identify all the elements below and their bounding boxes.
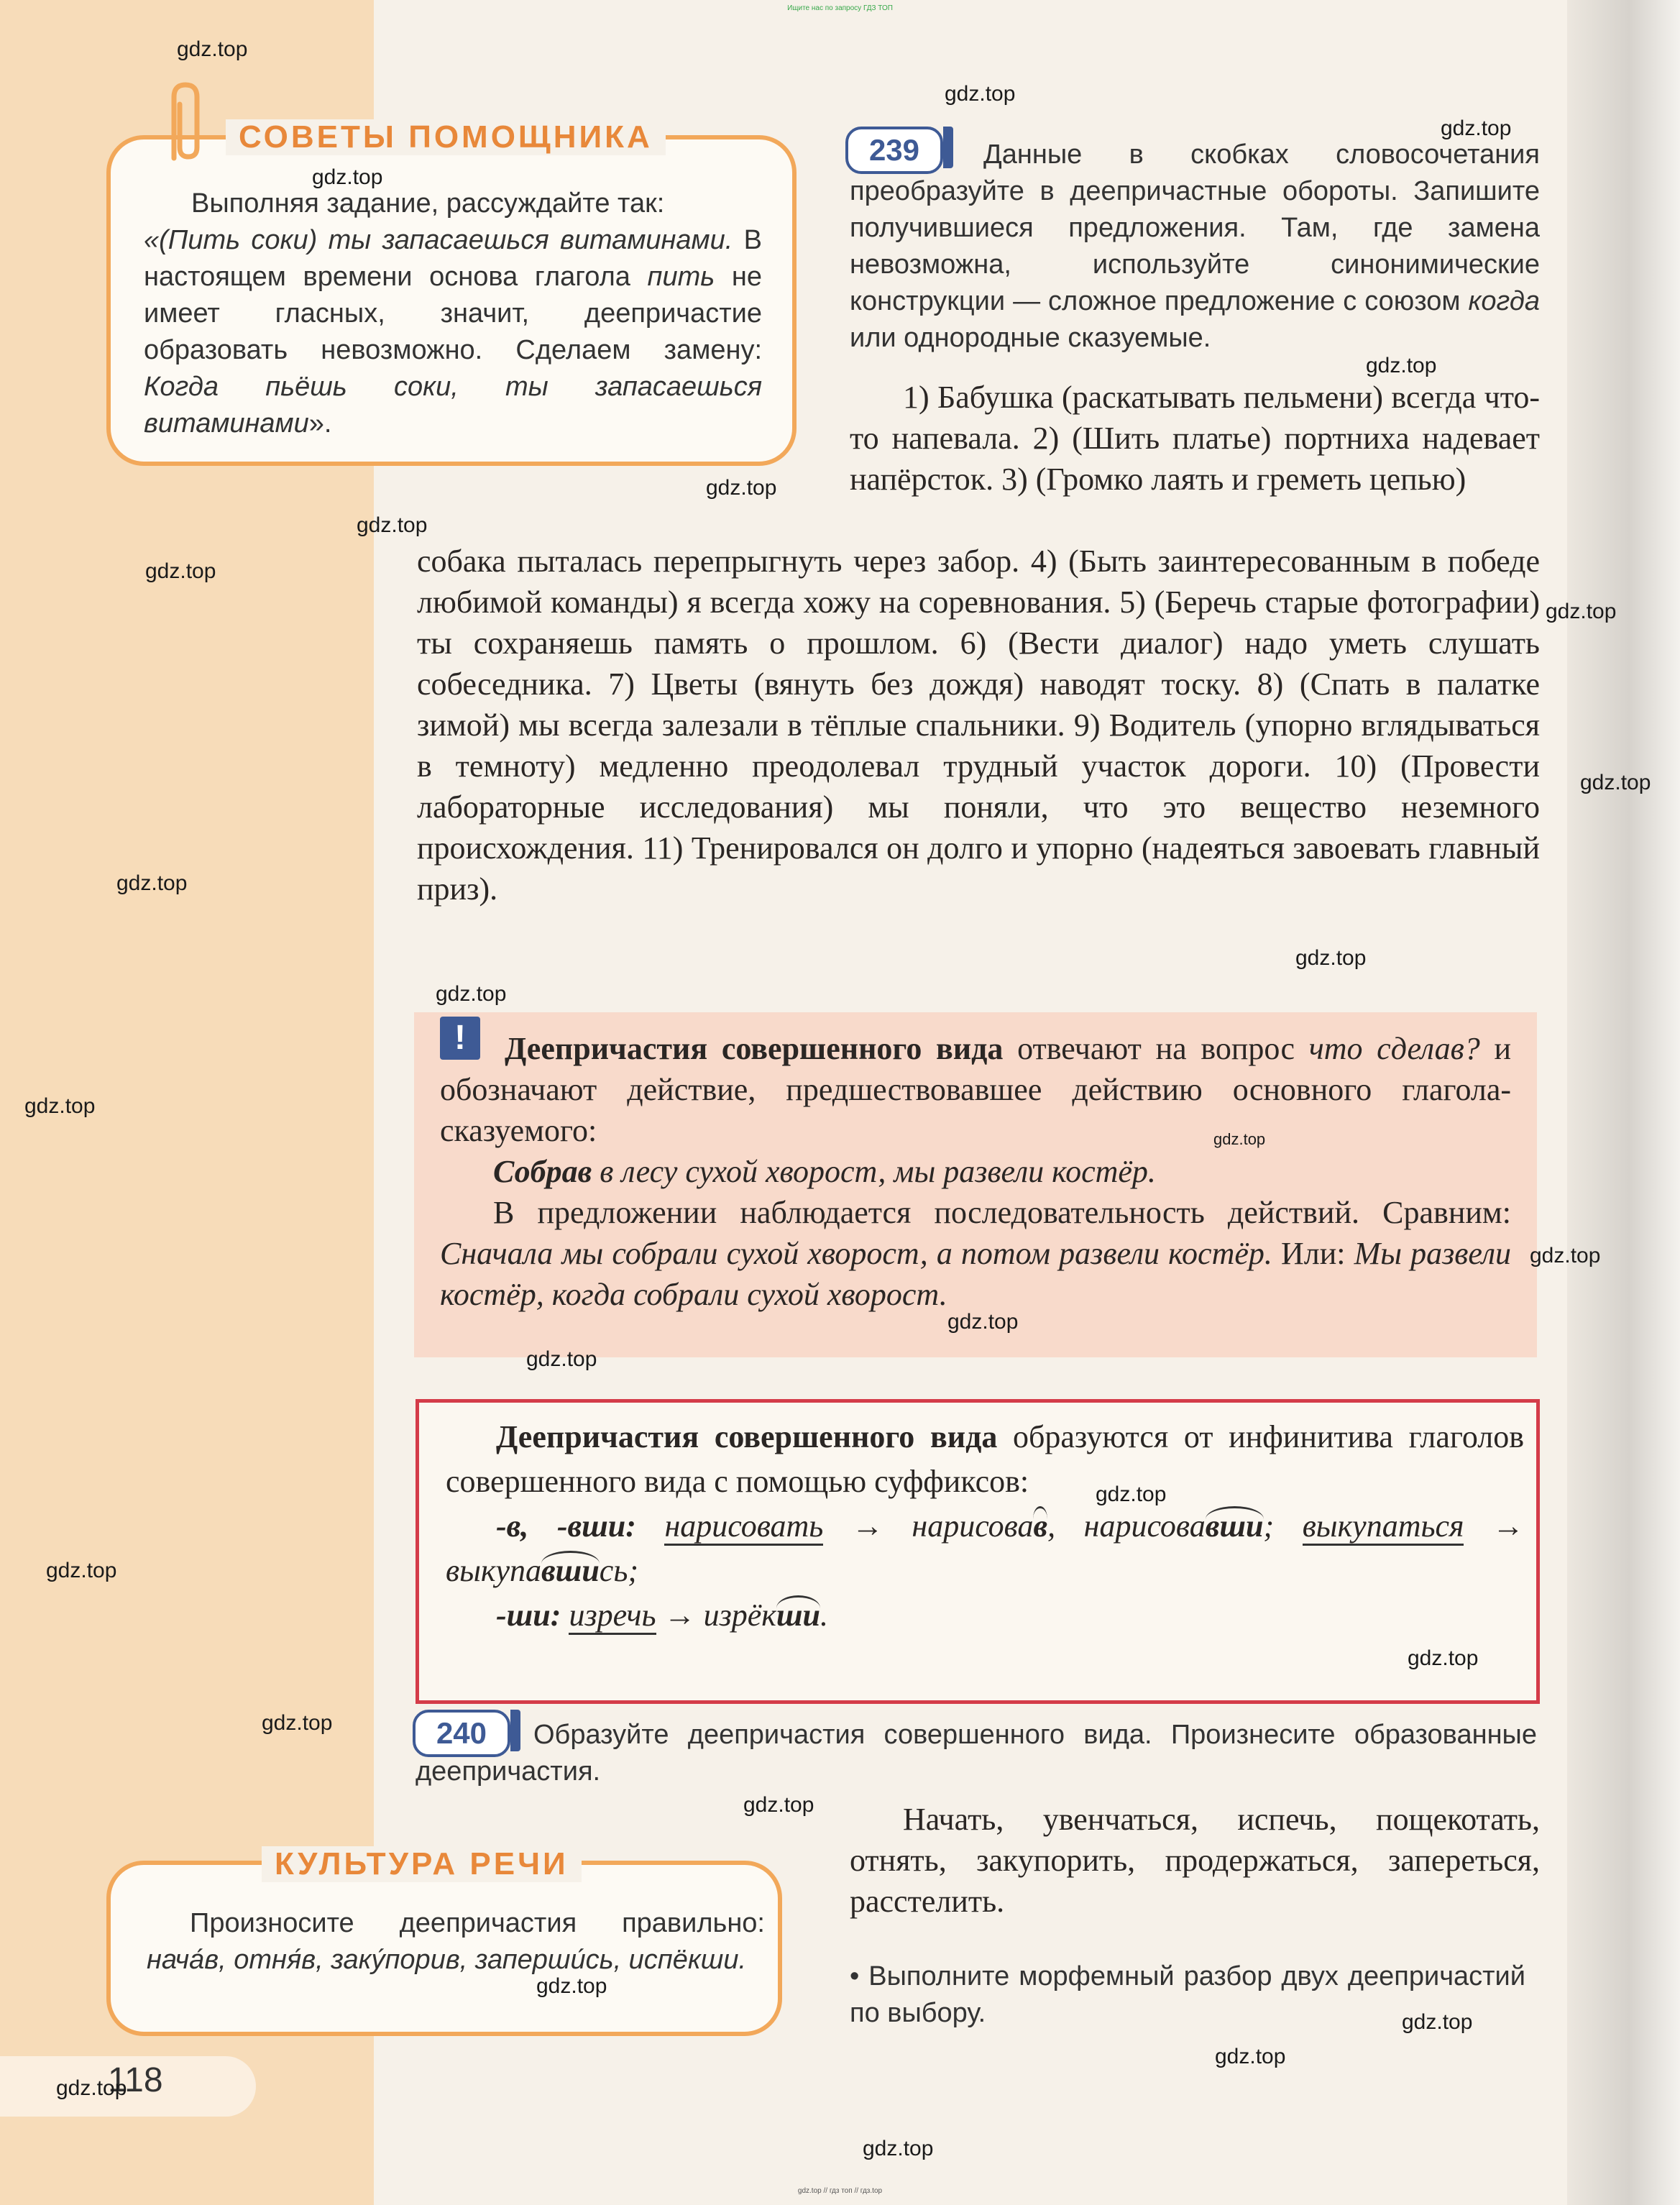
advice-text-part: В настоящем времени основа глагола — [144, 225, 762, 292]
rule-term: Деепричастия совершенного вида — [505, 1031, 1004, 1066]
watermark: gdz.top — [1580, 771, 1651, 794]
rule-2-text — [446, 1415, 1524, 1638]
watermark: gdz.top — [743, 1793, 814, 1817]
watermark: gdz.top — [24, 1094, 96, 1118]
rule-line: В предложении наблюдается последовательность действий. Сравним: — [493, 1195, 1511, 1230]
example-word: нарисовать — [664, 1508, 823, 1546]
suffix: вши — [1206, 1506, 1264, 1544]
extra-task: Выполните морфемный разбор двух деепричастий по выбору. — [850, 1961, 1526, 2028]
bottom-banner: gdz.top // гдз топ // гдз.top — [797, 2187, 883, 2195]
advice-title: СОВЕТЫ ПОМОЩНИКА — [226, 119, 666, 155]
watermark: gdz.top — [1366, 354, 1437, 377]
watermark: gdz.top — [1215, 2045, 1286, 2068]
example-word: сь; — [599, 1553, 639, 1588]
rule-example: Сначала мы собрали сухой хворост, а потом развели костёр. — [440, 1236, 1272, 1271]
example-rest: в лесу сухой хворост, мы развели костёр. — [600, 1154, 1156, 1189]
advice-line: Выполняя задание, рассуждайте так: — [191, 188, 665, 219]
arrow-icon: → — [664, 1597, 696, 1633]
rule-example: Мы развели костёр, когда собрали сухой хворост. — [440, 1236, 1512, 1312]
rule-term: Деепричастия совершенного вида — [496, 1419, 998, 1454]
watermark: gdz.top — [436, 982, 507, 1006]
suffix: ши — [776, 1595, 820, 1633]
rule-question: что сделав? — [1308, 1031, 1480, 1066]
watermark: gdz.top — [706, 476, 777, 500]
bullet-icon: • — [850, 1961, 860, 1991]
page-gutter — [1567, 0, 1680, 2205]
culture-examples: нача́в, отня́в, заку́порив, заперши́сь, испёкши. — [147, 1945, 747, 1975]
example-word: нарисова — [912, 1508, 1034, 1544]
advice-example: «(Пить соки) ты запасаешься витаминами. — [144, 225, 733, 255]
suffix-line-2: -ши: изречь → изрёкши. — [446, 1593, 1524, 1638]
suffix-line-1: -в, -вши: нарисовать → нарисовав, нарисовавши; выкупаться → выкупавшись; — [446, 1504, 1524, 1593]
example-word: изрёк — [703, 1597, 776, 1633]
rule-line: образуются от инфинитива глаголов совершенного вида с помощью суффиксов: — [446, 1419, 1524, 1499]
watermark: gdz.top — [1213, 1130, 1266, 1148]
watermark: gdz.top — [526, 1347, 597, 1371]
example-word: Собрав — [493, 1154, 592, 1189]
advice-text — [144, 185, 762, 442]
exercise-number-240: 240 — [413, 1710, 510, 1757]
watermark: gdz.top — [1096, 1482, 1167, 1506]
suffix: в — [1033, 1506, 1047, 1544]
page-number: 118 — [108, 2061, 163, 2099]
rule-paragraph — [440, 1192, 1511, 1315]
example-word: выкупаться — [1303, 1508, 1464, 1546]
rule-paragraph — [440, 1028, 1511, 1151]
advice-text-part: ». — [308, 408, 332, 439]
rule-text — [440, 1028, 1511, 1315]
culture-text — [147, 1905, 765, 1979]
exercise-number-239: 239 — [845, 127, 943, 174]
rule-line: отвечают на вопрос — [1017, 1031, 1295, 1066]
advice-text-part: не имеет гласных, значит, деепричастие образовать невозможно. Сделаем замену: — [144, 262, 763, 365]
watermark: gdz.top — [1530, 1244, 1601, 1267]
rule-example — [440, 1151, 1511, 1192]
exclamation-icon: ! — [440, 1017, 480, 1060]
culture-title: КУЛЬТУРА РЕЧИ — [262, 1846, 582, 1882]
paperclip-icon — [160, 79, 211, 165]
watermark: gdz.top — [947, 1310, 1019, 1334]
watermark: gdz.top — [1295, 946, 1367, 970]
exercise-240-words: Начать, увенчаться, испечь, пощекотать, отнять, закупорить, продержаться, запереться, расстелить. — [850, 1802, 1540, 1919]
watermark: gdz.top — [1441, 116, 1512, 140]
watermark: gdz.top — [262, 1711, 333, 1735]
watermark: gdz.top — [536, 1974, 607, 1998]
watermark: gdz.top — [312, 165, 383, 189]
watermark: gdz.top — [1402, 2010, 1473, 2034]
arrow-icon: → — [851, 1508, 883, 1544]
example-word: изречь — [569, 1597, 656, 1635]
watermark: gdz.top — [1408, 1646, 1479, 1670]
suffix-label: -ши: — [496, 1597, 561, 1633]
arrow-icon: → — [1492, 1508, 1525, 1544]
exercise-239-text-top: 1) Бабушка (раскатывать пельмени) всегда что-то напевала. 2) (Шить платье) портниха надевает напёрсток. 3) (Громко лаять и греметь цепью) — [850, 380, 1540, 497]
suffix: вши — [541, 1551, 600, 1588]
watermark: gdz.top — [145, 559, 216, 583]
watermark: gdz.top — [56, 2076, 127, 2100]
watermark: gdz.top — [1546, 600, 1617, 623]
rule-line: и обозначают действие, предшествовавшее действию основного глагола-сказуемого: — [440, 1031, 1511, 1148]
watermark: gdz.top — [116, 871, 188, 895]
task-text: или однородные сказуемые. — [850, 323, 1211, 353]
watermark: gdz.top — [46, 1559, 117, 1582]
top-banner: Ищите нас по запросу ГДЗ ТОП — [787, 4, 893, 12]
task-when: когда — [1468, 286, 1540, 316]
rule-2-paragraph — [446, 1415, 1524, 1504]
task-text: Данные в скобках словосочетания преобразуйте в деепричастные обороты. Запишите получившиеся предложения. Там, где замена невозможна, используйте синонимические конструкции — сложное предложение с союзом — [850, 139, 1540, 316]
watermark: gdz.top — [357, 513, 428, 537]
example-word: нарисова — [1083, 1508, 1206, 1544]
exercise-239-task — [850, 137, 1540, 357]
exercise-240-task: Образуйте деепричастия совершенного вида. Произнесите образованные деепричастия. — [416, 1720, 1537, 1787]
exercise-239-text: собака пыталась перепрыгнуть через забор. 4) (Быть заинтересованным в победе любимой команды) я всегда хожу на соревнования. 5) (Беречь старые фотографии) ты сохраняешь память о прошлом. 6) (Вести диалог) надо уметь слушать собеседника. 7) Цветы (вянуть без дождя) наводят тоску. 8) (Спать в палатке зимой) мы всегда залезали в тёплые спальники. 9) Водитель (упорно вглядываться в темноту) медленно преодолевал трудный участок дороги. 10) (Провести лабораторные исследования) мы поняли, что это вещество неземного происхождения. 11) Тренировался он долго и упорно (надеяться завоевать главный приз). — [417, 544, 1540, 907]
watermark: gdz.top — [945, 82, 1016, 106]
advice-word: пить — [647, 262, 715, 292]
example-word: выкупа — [446, 1553, 542, 1588]
advice-example: Когда пьёшь соки, ты запасаешься витаминами — [144, 372, 762, 439]
culture-line: Произносите деепричастия правильно: — [190, 1908, 765, 1938]
suffix-label: -в, -вши: — [496, 1508, 636, 1544]
watermark: gdz.top — [863, 2137, 934, 2160]
rule-line: Или: — [1280, 1236, 1346, 1271]
watermark: gdz.top — [177, 37, 248, 61]
